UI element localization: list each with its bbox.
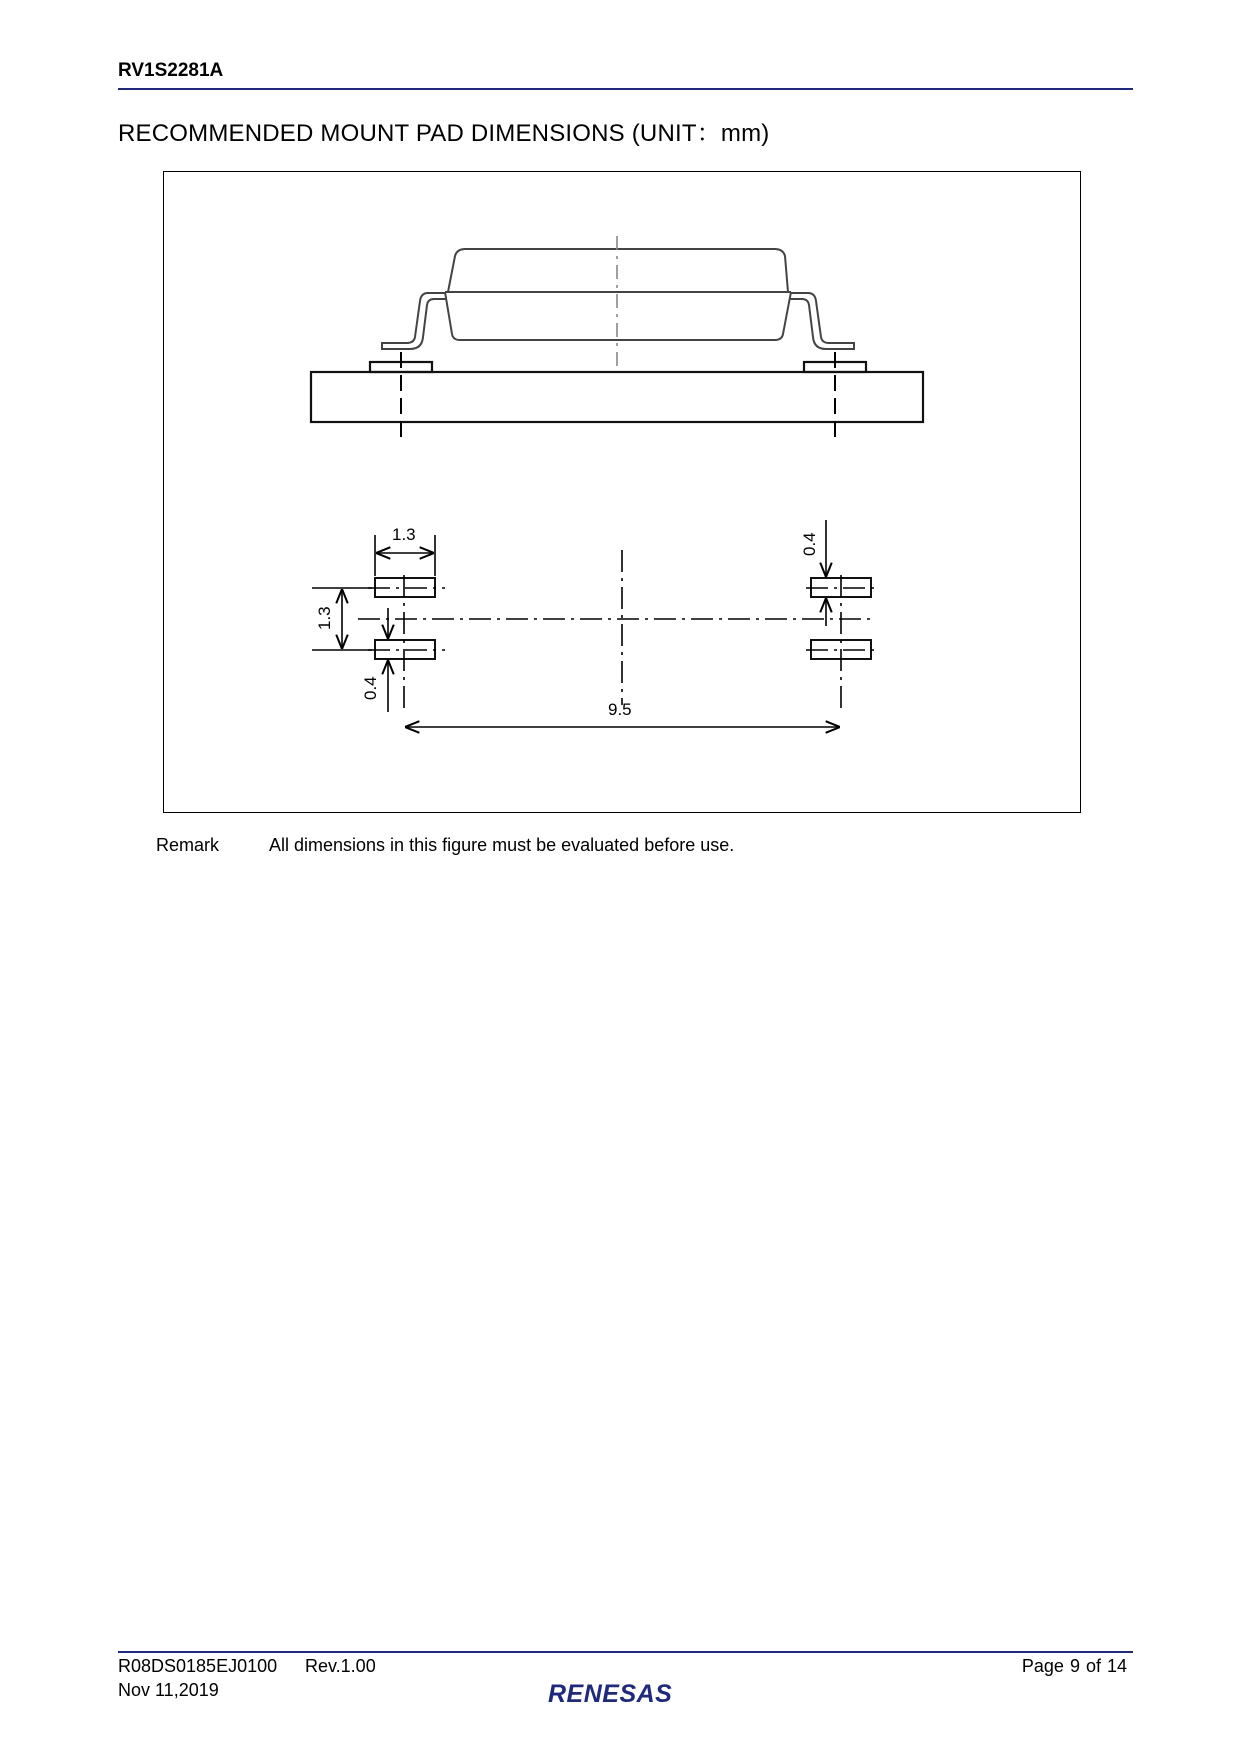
- remark-text: All dimensions in this figure must be evaluated before use.: [269, 835, 735, 855]
- package-side-view: [382, 249, 854, 349]
- document-number: R08DS0185EJ0100: [118, 1656, 278, 1676]
- dim-pad-height-left-label: 0.4: [361, 676, 380, 700]
- side-view-centerlines: [401, 236, 835, 440]
- page-number: 9: [1069, 1656, 1080, 1676]
- total-pages: 14: [1106, 1656, 1127, 1676]
- dim-row-spacing-label: 9.5: [608, 700, 632, 719]
- footprint-centerlines: [358, 550, 880, 710]
- section-title: RECOMMENDED MOUNT PAD DIMENSIONS (UNIT：mm): [118, 120, 770, 147]
- page-label: Page: [1021, 1656, 1064, 1676]
- of-label: of: [1085, 1656, 1101, 1676]
- dim-pad-pitch-label: 1.3: [315, 606, 334, 630]
- logo-text: RENESAS: [548, 1680, 673, 1708]
- page-indicator: [1022, 1656, 1127, 1677]
- release-date: Nov 11,2019: [118, 1680, 219, 1700]
- footer-divider: [118, 1651, 1133, 1653]
- dim-pad-height-right-label: 0.4: [800, 532, 819, 556]
- part-number: RV1S2281A: [118, 60, 224, 81]
- revision: Rev.1.00: [305, 1656, 376, 1676]
- dim-pad-width-label: 1.3: [392, 525, 416, 544]
- renesas-logo: [548, 1678, 698, 1708]
- remark-label: Remark: [156, 835, 220, 855]
- pcb-board: [311, 362, 923, 422]
